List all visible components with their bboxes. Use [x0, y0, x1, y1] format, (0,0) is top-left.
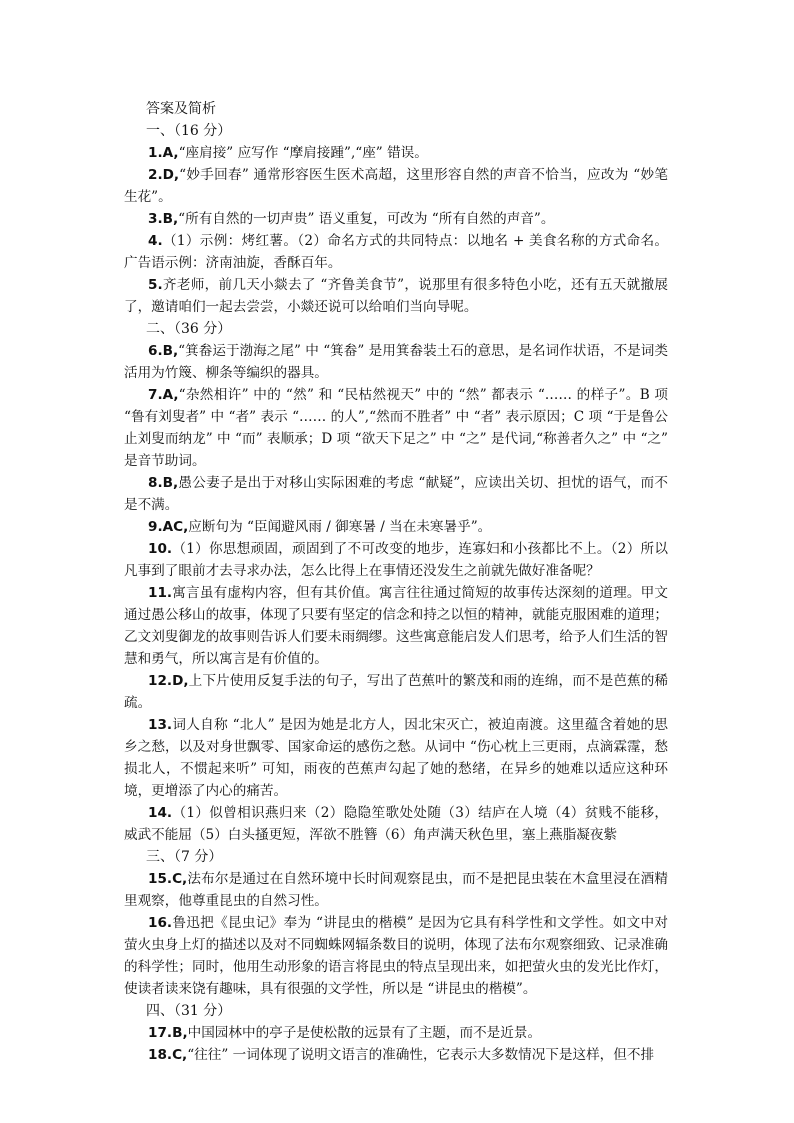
answer-item — [124, 164, 668, 208]
item-number: 1.A, — [148, 145, 179, 161]
answer-item — [124, 230, 668, 274]
item-text: “所有自然的一切声贵” 语义重复，可改为 “所有自然的声音”。 — [178, 211, 555, 227]
item-number: 6.B, — [148, 343, 179, 359]
answer-item — [124, 516, 668, 538]
item-number: 11. — [148, 585, 173, 601]
doc-title: 答案及简析 — [146, 101, 216, 117]
answer-item — [124, 472, 668, 516]
item-text: “妙手回春” 通常形容医生医术高超，这里形容自然的声音不恰当，应改为 “妙笔生花”。 — [124, 167, 668, 205]
item-number: 9.AC, — [148, 519, 189, 535]
item-number: 17.B, — [148, 1025, 188, 1041]
item-number: 15.C, — [148, 871, 188, 887]
item-number: 3.B, — [148, 211, 179, 227]
item-text: “箕畚运于渤海之尾” 中 “箕畚” 是用箕畚装土石的意思，是名词作状语，不是词类活用为竹篾、柳条等编织的器具。 — [124, 343, 668, 381]
item-text: 法布尔是通过在自然环境中长时间观察昆虫，而不是把昆虫装在木盒里浸在酒精里观察，他尊重昆虫的自然习性。 — [124, 871, 668, 909]
item-number: 4. — [148, 233, 163, 249]
section-heading: 三、（7 分） — [146, 849, 223, 865]
item-number: 7.A, — [148, 387, 179, 403]
item-text: 应断句为 “臣闻避风雨 / 御寒暑 / 当在未寒暑乎”。 — [188, 519, 492, 535]
answer-item — [124, 802, 668, 846]
item-number: 8.B, — [148, 475, 179, 491]
item-text: “座肩接” 应写作 “摩肩接踵”,“座” 错误。 — [178, 145, 428, 161]
answer-item — [124, 582, 668, 670]
answer-item — [124, 142, 668, 164]
item-text: （1）你思想顽固，顽固到了不可改变的地步，连寡妇和小孩都比不上。（2）所以凡事到了眼前才去寻求办法，怎么比得上在事情还没发生之前就先做好准备呢？ — [124, 541, 668, 579]
item-text: 中国园林中的亭子是使松散的远景有了主题，而不是近景。 — [187, 1025, 542, 1041]
item-text: 齐老师，前几天小燚去了 “齐鲁美食节”，说那里有很多特色小吃，还有五天就撤展了，邀请咱们一起去尝尝，小燚还说可以给咱们当向导呢。 — [124, 277, 668, 315]
answer-item — [124, 274, 668, 318]
answer-item — [124, 1044, 668, 1066]
item-number: 12.D, — [148, 673, 189, 689]
section-heading: 一、（16 分） — [146, 123, 232, 139]
item-text: “杂然相许” 中的 “然” 和 “民枯然视天” 中的 “然” 都表示 “…… 的样子”。B 项 “鲁有刘叟者” 中 “者” 表示 “…… 的人”,“然而不胜者” 中 “者” 表示原因；C 项 “于是鲁公止刘叟而纳龙” 中 “而” 表顺承；D 项 “欲天下足之” 中 “之” 是代词,“称善者久之” 中 “之” 是音节助词。 — [124, 387, 668, 469]
item-number: 18.C, — [148, 1047, 188, 1063]
answer-item — [124, 1022, 668, 1044]
answer-item — [124, 340, 668, 384]
item-text: 鲁迅把《昆虫记》奉为 “讲昆虫的楷模” 是因为它具有科学性和文学性。如文中对萤火虫身上灯的描述以及对不同蜘蛛网辐条数目的说明，体现了法布尔观察细致、记录准确的科学性；同时，他用生动形象的语言将昆虫的特点呈现出来，如把萤火虫的发光比作灯，使读者读来饶有趣味，具有很强的文学性，所以是 “讲昆虫的楷模”。 — [124, 915, 668, 997]
answer-item — [124, 670, 668, 714]
answer-item — [124, 538, 668, 582]
item-text: “往往” 一词体现了说明文语言的准确性，它表示大多数情况下是这样，但不排 — [187, 1047, 655, 1063]
item-number: 2.D, — [148, 167, 180, 183]
answer-item — [124, 208, 668, 230]
answer-item — [124, 384, 668, 472]
item-text: 寓言虽有虚构内容，但有其价值。寓言往往通过简短的故事传达深刻的道理。甲文通过愚公移山的故事，体现了只要有坚定的信念和持之以恒的精神，就能克服困难的道理；乙文刘叟御龙的故事则告诉人们要未雨绸缪。这些寓意能启发人们思考，给予人们生活的智慧和勇气，所以寓言是有价值的。 — [124, 585, 668, 667]
item-number: 13. — [148, 717, 173, 733]
answer-item — [124, 868, 668, 912]
answer-item — [124, 912, 668, 1000]
item-text: （1）似曾相识燕归来（2）隐隐笙歌处处随（3）结庐在人境（4）贫贱不能移，威武不能屈（5）白头搔更短，浑欲不胜簪（6）角声满天秋色里，塞上燕脂凝夜紫 — [124, 805, 668, 843]
section-heading: 二、（36 分） — [146, 321, 232, 337]
answer-item — [124, 714, 668, 802]
item-text: （1）示例：烤红薯。（2）命名方式的共同特点：以地名 + 美食名称的方式命名。广告语示例：济南油旋，香酥百年。 — [124, 233, 668, 271]
item-number: 10. — [148, 541, 173, 557]
section-heading: 四、（31 分） — [146, 1003, 232, 1019]
item-number: 16. — [148, 915, 173, 931]
item-text: 词人自称 “北人” 是因为她是北方人，因北宋灭亡，被迫南渡。这里蕴含着她的思乡之愁，以及对身世飘零、国家命运的感伤之愁。从词中 “伤心枕上三更雨，点滴霖霪，愁损北人，不惯起来听” 可知，雨夜的芭蕉声勾起了她的愁绪，在异乡的她难以适应这种环境，更增添了内心的痛苦。 — [124, 717, 668, 799]
item-number: 5. — [148, 277, 163, 293]
item-number: 14. — [148, 805, 173, 821]
item-text: 上下片使用反复手法的句子，写出了芭蕉叶的繁茂和雨的连绵，而不是芭蕉的稀疏。 — [124, 673, 668, 711]
item-text: 愚公妻子是出于对移山实际困难的考虑 “献疑”，应读出关切、担忧的语气，而不是不满。 — [124, 475, 668, 513]
